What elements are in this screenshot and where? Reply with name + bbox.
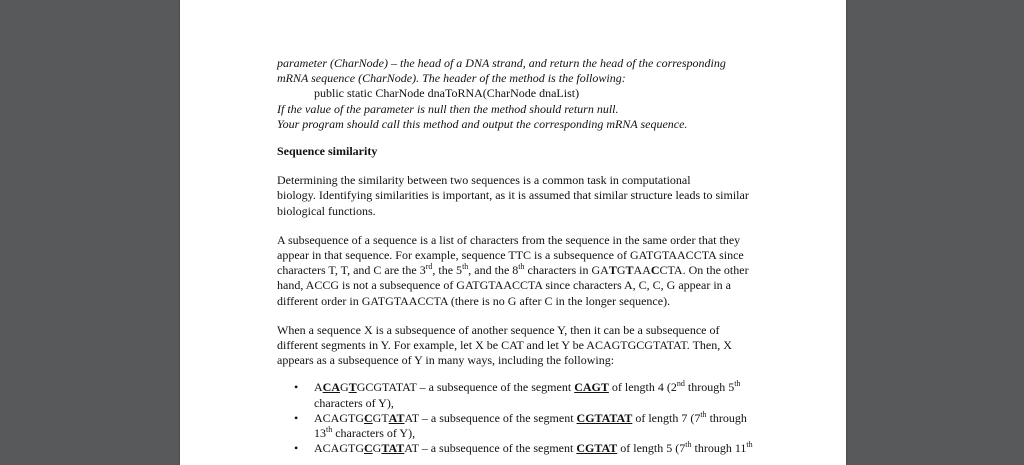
text-run: , and the 8	[468, 263, 519, 278]
text-run: – a subsequence of the segment	[416, 380, 575, 395]
text-run: characters T, T, and C are the 3	[277, 263, 426, 278]
text-run: 13	[314, 426, 326, 441]
paragraph-similarity-intro	[277, 173, 817, 219]
example-list	[277, 380, 817, 456]
text-run: G	[340, 380, 349, 395]
highlighted-char: C	[650, 263, 660, 278]
text-run: characters in GA	[524, 263, 609, 278]
page-content	[277, 56, 817, 456]
text-line: hand, ACCG is not a subsequence of GATGTAACCTA since characters A, C, C, G appear in a	[277, 278, 731, 293]
text-line	[314, 426, 817, 441]
segment-highlight: CGTAT	[576, 441, 618, 456]
paragraph-subsequence-segments	[277, 323, 817, 369]
text-line	[314, 441, 817, 456]
ordinal-suffix: rd	[425, 262, 433, 272]
paragraph-subsequence-definition	[277, 233, 817, 309]
text-run: CTA. On the other	[659, 263, 749, 278]
text-run: of length 5 (7	[617, 441, 686, 456]
ordinal-suffix: th	[518, 262, 525, 272]
text-line: If the value of the parameter is null then the method should return null.	[277, 101, 619, 116]
highlighted-char: C	[364, 410, 373, 425]
bullet-icon: •	[294, 441, 299, 456]
highlighted-char: C	[364, 441, 373, 456]
text-run: through 5	[684, 380, 735, 395]
highlighted-char: CA	[322, 380, 341, 395]
text-run: GT	[372, 410, 389, 425]
text-run: – a subsequence of the segment	[418, 410, 577, 425]
text-line: characters of Y),	[314, 395, 394, 410]
bullet-icon: •	[294, 380, 299, 395]
text-line	[314, 411, 817, 426]
text-line: different order in GATGTAACCTA (there is no G after C in the longer sequence).	[277, 293, 671, 308]
highlighted-char: T	[381, 441, 389, 456]
highlighted-char: T	[396, 410, 405, 425]
ordinal-suffix: th	[326, 425, 333, 435]
ordinal-suffix: nd	[676, 379, 685, 389]
text-line	[277, 263, 817, 278]
text-run: of length 4 (2	[608, 380, 677, 395]
text-line: mRNA sequence (CharNode). The header of the method is the following:	[277, 71, 626, 86]
pdf-page	[180, 0, 846, 465]
text-line: A subsequence of a sequence is a list of characters from the sequence in the same order that they	[277, 232, 741, 247]
text-run: – a subsequence of the segment	[418, 441, 577, 456]
text-run: G	[372, 441, 382, 456]
text-line: When a sequence X is a subsequence of another sequence Y, then it can be a subsequence of	[277, 322, 720, 337]
text-run: A	[314, 380, 323, 395]
list-item	[277, 411, 817, 441]
text-run: through 11	[691, 441, 747, 456]
text-run: through	[706, 410, 747, 425]
text-run: ACAGTG	[314, 410, 364, 425]
list-item	[277, 441, 817, 456]
text-run: of length 7 (7	[632, 410, 701, 425]
bullet-icon: •	[294, 410, 299, 425]
ordinal-suffix: th	[700, 409, 707, 419]
highlighted-char: T	[608, 263, 617, 278]
text-run: GCGTATAT	[356, 380, 417, 395]
segment-highlight: CGTATAT	[576, 410, 633, 425]
highlighted-char: T	[396, 441, 405, 456]
text-line: parameter (CharNode) – the head of a DNA strand, and return the head of the corresponding	[277, 56, 726, 70]
text-line: biological functions.	[277, 203, 376, 218]
text-run: AT	[404, 410, 419, 425]
text-line: appears as a subsequence of Y in many ways, including the following:	[277, 353, 615, 368]
highlighted-char: A	[388, 441, 397, 456]
highlighted-char: T	[348, 380, 357, 395]
segment-highlight: CAGT	[574, 380, 609, 395]
ordinal-suffix: th	[746, 440, 753, 450]
text-line: different segments in Y. For example, let X be CAT and let Y be ACAGTGCGTATAT. Then, X	[277, 338, 732, 353]
method-description	[277, 56, 817, 132]
highlighted-char: T	[625, 263, 634, 278]
ordinal-suffix: th	[462, 262, 469, 272]
section-heading: Sequence similarity	[277, 144, 378, 159]
text-line: biology. Identifying similarities is important, as it is assumed that similar structure leads to similar	[277, 188, 749, 203]
list-item	[277, 380, 817, 410]
text-run: AA	[633, 263, 651, 278]
text-run: , the 5	[432, 263, 463, 278]
text-line: appear in that sequence. For example, sequence TTC is a subsequence of GATGTAACCTA since	[277, 248, 744, 263]
highlighted-char: A	[388, 410, 397, 425]
text-line	[314, 380, 817, 395]
text-run: characters of Y),	[332, 426, 416, 441]
text-run: ACAGTG	[314, 441, 364, 456]
text-line: Determining the similarity between two sequences is a common task in computational	[277, 173, 691, 188]
text-run: G	[616, 263, 626, 278]
text-line: Your program should call this method and output the corresponding mRNA sequence.	[277, 116, 688, 131]
method-signature: public static CharNode dnaToRNA(CharNode dnaList)	[314, 86, 580, 101]
ordinal-suffix: th	[685, 440, 692, 450]
text-run: AT	[404, 441, 419, 456]
ordinal-suffix: th	[734, 379, 741, 389]
